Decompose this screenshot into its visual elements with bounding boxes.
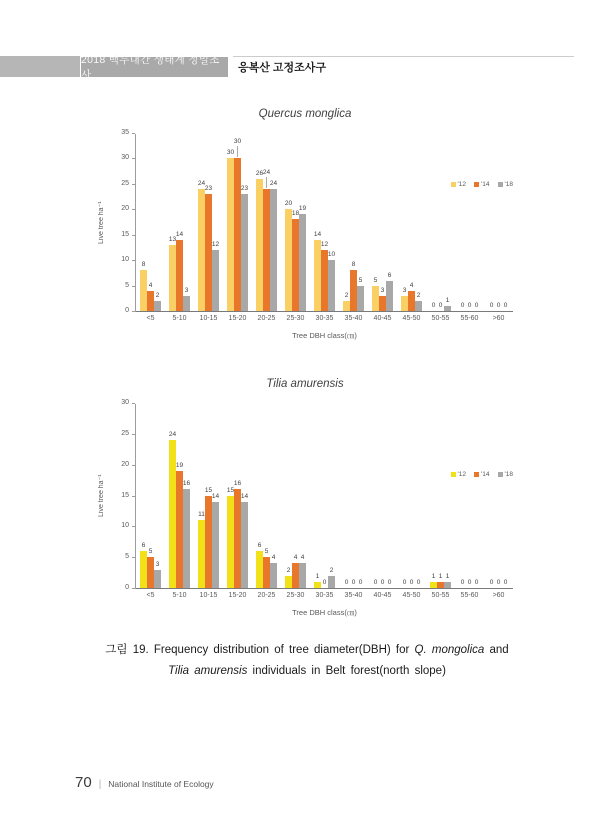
- bar-value-label: 23: [240, 185, 249, 193]
- y-tick-mark: [132, 184, 135, 185]
- bar-value-label: 1: [445, 296, 450, 304]
- bar-value-label: 3: [402, 286, 407, 294]
- bar-18-35-40: [357, 286, 364, 311]
- bar-14-25-30: [292, 563, 299, 588]
- bar-value-label: 26: [255, 169, 264, 177]
- bar-value-label: 12: [211, 240, 220, 248]
- header-rule: [233, 56, 574, 57]
- bar-value-label: 0: [380, 579, 385, 586]
- bar-value-label: 3: [380, 286, 385, 294]
- y-tick-mark: [132, 235, 135, 236]
- bar-14-20-25: [263, 557, 270, 588]
- bar-value-label: 0: [387, 579, 392, 586]
- species-name: Tilia amurensis: [168, 665, 248, 677]
- institute-name: National Institute of Ecology: [108, 779, 214, 789]
- label-leader-line: [237, 146, 238, 157]
- bar-value-label: 4: [271, 554, 276, 562]
- plot-area: [136, 403, 513, 589]
- bar-18-<5: [154, 570, 161, 589]
- bar-value-label: 16: [233, 480, 242, 488]
- y-tick-mark: [132, 286, 135, 287]
- bar-18-20-25: [270, 189, 277, 311]
- legend: [451, 181, 513, 188]
- bar-value-label: 6: [387, 271, 392, 279]
- bar-value-label: 5: [358, 276, 363, 284]
- bar-value-label: 1: [315, 572, 320, 580]
- bar-value-label: 0: [431, 302, 436, 309]
- bar-value-label: 4: [409, 281, 414, 289]
- bar-12-10-15: [198, 189, 205, 311]
- x-category-label: 55-60: [460, 592, 479, 599]
- bar-12-10-15: [198, 520, 205, 588]
- chart-quercus-monglica: [95, 108, 515, 341]
- bar-12-35-40: [343, 301, 350, 311]
- y-tick-mark: [132, 133, 135, 134]
- bar-value-label: 0: [467, 579, 472, 586]
- bar-value-label: 0: [402, 579, 407, 586]
- bar-12-20-25: [256, 179, 263, 311]
- legend-item: [474, 471, 489, 478]
- bar-value-label: 24: [197, 179, 206, 187]
- bar-18-25-30: [299, 214, 306, 311]
- bar-value-label: 14: [211, 492, 220, 500]
- x-category-label: <5: [146, 315, 155, 322]
- y-tick-label: 10: [121, 522, 129, 530]
- bar-18-45-50: [415, 301, 422, 311]
- y-tick-mark: [132, 496, 135, 497]
- legend-item: [498, 471, 513, 478]
- bar-value-label: 18: [291, 210, 300, 218]
- bar-14-30-35: [321, 250, 328, 311]
- x-category-label: 15-20: [228, 315, 247, 322]
- caption-text: individuals in Belt forest(north slope): [247, 665, 446, 677]
- bar-value-label: 0: [503, 579, 508, 586]
- y-axis: [109, 129, 136, 314]
- bar-value-label: 5: [373, 276, 378, 284]
- bar-value-label: 12: [320, 240, 329, 248]
- bar-value-label: 0: [460, 302, 465, 309]
- bar-18-40-45: [386, 281, 393, 312]
- bar-value-label: 1: [431, 572, 436, 580]
- y-tick-label: 20: [121, 460, 129, 468]
- x-category-label: <5: [146, 592, 155, 599]
- bar-value-label: 16: [182, 480, 191, 488]
- bar-value-label: 15: [226, 486, 235, 494]
- y-tick-label: 20: [121, 205, 129, 213]
- y-tick-mark: [132, 403, 135, 404]
- legend-label: '14: [481, 181, 490, 188]
- legend-label: '14: [481, 471, 490, 478]
- page-footer: [75, 774, 214, 791]
- bar-value-label: 8: [141, 261, 146, 269]
- y-tick-mark: [132, 526, 135, 527]
- x-category-label: 20-25: [257, 315, 276, 322]
- bar-value-label: 0: [438, 302, 443, 309]
- bar-14-20-25: [263, 189, 270, 311]
- chart-title: Quercus monglica: [258, 108, 352, 120]
- bar-value-label: 0: [503, 302, 508, 309]
- bar-14-50-55: [437, 582, 444, 588]
- page-number: 70: [75, 774, 92, 791]
- bar-value-label: 0: [496, 302, 501, 309]
- x-category-label: 55-60: [460, 315, 479, 322]
- bar-12-5-10: [169, 245, 176, 311]
- y-tick-label: 30: [121, 154, 129, 162]
- legend: [451, 471, 513, 478]
- caption-text: Frequency distribution of tree diameter(DBH) for: [148, 644, 415, 656]
- bar-value-label: 4: [148, 281, 153, 289]
- bar-value-label: 0: [358, 579, 363, 586]
- bar-value-label: 10: [327, 251, 336, 259]
- bar-value-label: 0: [344, 579, 349, 586]
- bar-value-label: 0: [416, 579, 421, 586]
- legend-label: '18: [504, 181, 513, 188]
- y-tick-mark: [132, 158, 135, 159]
- bar-value-label: 11: [198, 511, 205, 519]
- bar-value-label: 24: [262, 168, 271, 176]
- legend-swatch: [474, 472, 479, 477]
- bar-14-15-20: [234, 158, 241, 311]
- bar-value-label: 19: [298, 205, 307, 213]
- bar-value-label: 2: [155, 291, 160, 299]
- bar-12-20-25: [256, 551, 263, 588]
- y-tick-label: 0: [125, 307, 129, 314]
- y-tick-label: 5: [125, 553, 129, 561]
- x-axis-categories: [136, 589, 513, 601]
- legend-item: [451, 471, 466, 478]
- chart-title: Tilia amurensis: [266, 378, 344, 390]
- bar-12-50-55: [430, 582, 437, 588]
- x-category-label: 45-50: [402, 592, 421, 599]
- x-category-label: 50-55: [431, 315, 450, 322]
- bar-12-15-20: [227, 496, 234, 589]
- bar-value-label: 2: [329, 566, 334, 574]
- x-axis-title: Tree DBH class(㎝): [292, 608, 357, 617]
- caption-label: 그림 19.: [105, 644, 149, 656]
- bar-value-label: 6: [141, 542, 146, 549]
- x-category-label: >60: [492, 315, 505, 322]
- bar-14-10-15: [205, 194, 212, 311]
- bar-18-50-55: [444, 582, 451, 588]
- bar-18-50-55: [444, 306, 451, 311]
- bar-18-30-35: [328, 576, 335, 588]
- bar-14-5-10: [176, 471, 183, 588]
- footer-divider: |: [98, 779, 102, 790]
- bar-value-label: 2: [344, 291, 349, 299]
- bar-value-label: 0: [460, 579, 465, 586]
- bar-value-label: 2: [286, 566, 291, 574]
- bar-value-label: 0: [467, 302, 472, 309]
- report-title-box: [80, 54, 228, 81]
- bar-18-30-35: [328, 260, 335, 311]
- x-category-label: 35-40: [344, 592, 363, 599]
- bar-18-15-20: [241, 194, 248, 311]
- header-band: [0, 54, 228, 81]
- bar-18-20-25: [270, 563, 277, 588]
- y-tick-mark: [132, 557, 135, 558]
- y-tick-label: 10: [121, 256, 129, 264]
- report-title: 2018 백두대간 생태계 정밀조사: [81, 54, 220, 81]
- bar-value-label: 1: [438, 572, 443, 580]
- bar-14-25-30: [292, 219, 299, 311]
- bar-value-label: 0: [474, 302, 479, 309]
- y-tick-label: 5: [125, 281, 129, 289]
- chart-body: [95, 399, 515, 591]
- bar-18-15-20: [241, 502, 248, 588]
- bar-12-25-30: [285, 576, 292, 588]
- x-category-label: 25-30: [286, 592, 305, 599]
- bar-12-30-35: [314, 240, 321, 311]
- section-title: 응복산 고정조사구: [238, 62, 327, 74]
- x-axis-categories: [136, 312, 513, 324]
- bar-12-25-30: [285, 209, 292, 311]
- legend-label: '12: [457, 181, 467, 188]
- x-category-label: 10-15: [199, 592, 218, 599]
- y-tick-mark: [132, 465, 135, 466]
- plot-area: [136, 133, 513, 312]
- bar-value-label: 13: [168, 235, 177, 243]
- x-category-label: 50-55: [431, 592, 450, 599]
- y-tick-mark: [132, 311, 135, 312]
- bar-18-<5: [154, 301, 161, 311]
- bar-12-<5: [140, 551, 147, 588]
- bar-value-label: 14: [240, 492, 249, 500]
- x-category-label: 40-45: [373, 315, 392, 322]
- bar-14-10-15: [205, 496, 212, 589]
- legend-label: '18: [504, 471, 513, 478]
- bar-value-label: 0: [489, 579, 494, 586]
- y-axis-title: Live tree ha⁻¹: [98, 201, 105, 244]
- chart-tilia-amurensis: [95, 378, 515, 618]
- bar-value-label: 1: [445, 572, 450, 580]
- bar-14-15-20: [234, 489, 241, 588]
- x-category-label: 10-15: [199, 315, 218, 322]
- x-category-label: 45-50: [402, 315, 421, 322]
- bar-value-label: 30: [233, 138, 242, 146]
- y-tick-mark: [132, 434, 135, 435]
- y-tick-mark: [132, 588, 135, 589]
- x-category-label: 15-20: [228, 592, 247, 599]
- bar-value-label: 20: [284, 200, 293, 208]
- bar-value-label: 5: [264, 548, 269, 556]
- x-category-label: 5-10: [172, 592, 187, 599]
- y-axis-title: Live tree ha⁻¹: [98, 474, 105, 518]
- bar-value-label: 0: [351, 579, 356, 586]
- x-category-label: 25-30: [286, 315, 305, 322]
- bar-value-label: 24: [168, 431, 177, 438]
- bar-18-10-15: [212, 250, 219, 311]
- x-category-label: 40-45: [373, 592, 392, 599]
- bar-value-label: 4: [300, 554, 305, 562]
- caption-text: and: [484, 644, 509, 656]
- bar-value-label: 15: [204, 486, 213, 494]
- caption-line-2: [168, 665, 446, 677]
- y-tick-mark: [132, 209, 135, 210]
- chart-body: [95, 129, 515, 314]
- bar-value-label: 0: [373, 579, 378, 586]
- x-category-label: 30-35: [315, 592, 334, 599]
- bar-12-<5: [140, 270, 147, 311]
- y-axis: [109, 399, 136, 591]
- bar-value-label: 23: [204, 185, 213, 193]
- bar-value-label: 0: [322, 579, 327, 586]
- x-category-label: 30-35: [315, 315, 334, 322]
- bar-value-label: 3: [184, 286, 189, 294]
- bar-value-label: 24: [269, 179, 278, 187]
- x-category-label: >60: [492, 592, 505, 599]
- legend-swatch: [498, 472, 503, 477]
- bar-12-15-20: [227, 158, 234, 311]
- legend-swatch: [451, 472, 456, 477]
- legend-swatch: [451, 182, 456, 187]
- legend-item: [498, 181, 513, 188]
- bar-18-25-30: [299, 563, 306, 588]
- bar-value-label: 4: [293, 554, 298, 562]
- y-tick-label: 0: [125, 584, 129, 591]
- bar-value-label: 14: [313, 230, 322, 238]
- bar-value-label: 5: [148, 548, 153, 556]
- bar-value-label: 2: [416, 291, 421, 299]
- bar-value-label: 14: [175, 230, 184, 238]
- bar-value-label: 30: [226, 149, 235, 157]
- y-tick-label: 30: [121, 399, 129, 406]
- bar-value-label: 8: [351, 261, 356, 269]
- y-tick-label: 15: [121, 491, 129, 499]
- bar-14-5-10: [176, 240, 183, 311]
- legend-swatch: [474, 182, 479, 187]
- bar-18-5-10: [183, 296, 190, 311]
- y-tick-label: 25: [121, 179, 129, 187]
- species-name: Q. mongolica: [414, 644, 485, 656]
- x-category-label: 35-40: [344, 315, 363, 322]
- y-tick-label: 35: [121, 129, 129, 136]
- y-tick-label: 25: [121, 429, 129, 437]
- bar-18-10-15: [212, 502, 219, 588]
- bar-18-5-10: [183, 489, 190, 588]
- x-category-label: 20-25: [257, 592, 276, 599]
- bar-12-45-50: [401, 296, 408, 311]
- bar-value-label: 0: [489, 302, 494, 309]
- legend-swatch: [498, 182, 503, 187]
- legend-item: [474, 181, 489, 188]
- figure-caption: [85, 640, 529, 682]
- bar-value-label: 19: [175, 461, 184, 469]
- bar-value-label: 0: [496, 579, 501, 586]
- bar-value-label: 0: [409, 579, 414, 586]
- x-axis-title: Tree DBH class(㎝): [292, 331, 357, 340]
- legend-label: '12: [457, 471, 467, 478]
- legend-item: [451, 181, 466, 188]
- x-category-label: 5-10: [172, 315, 187, 322]
- bar-value-label: 3: [155, 560, 160, 568]
- bar-14-40-45: [379, 296, 386, 311]
- bar-value-label: 0: [474, 579, 479, 586]
- y-tick-label: 15: [121, 230, 129, 238]
- caption-line-1: [105, 644, 508, 656]
- bar-value-label: 6: [257, 542, 262, 549]
